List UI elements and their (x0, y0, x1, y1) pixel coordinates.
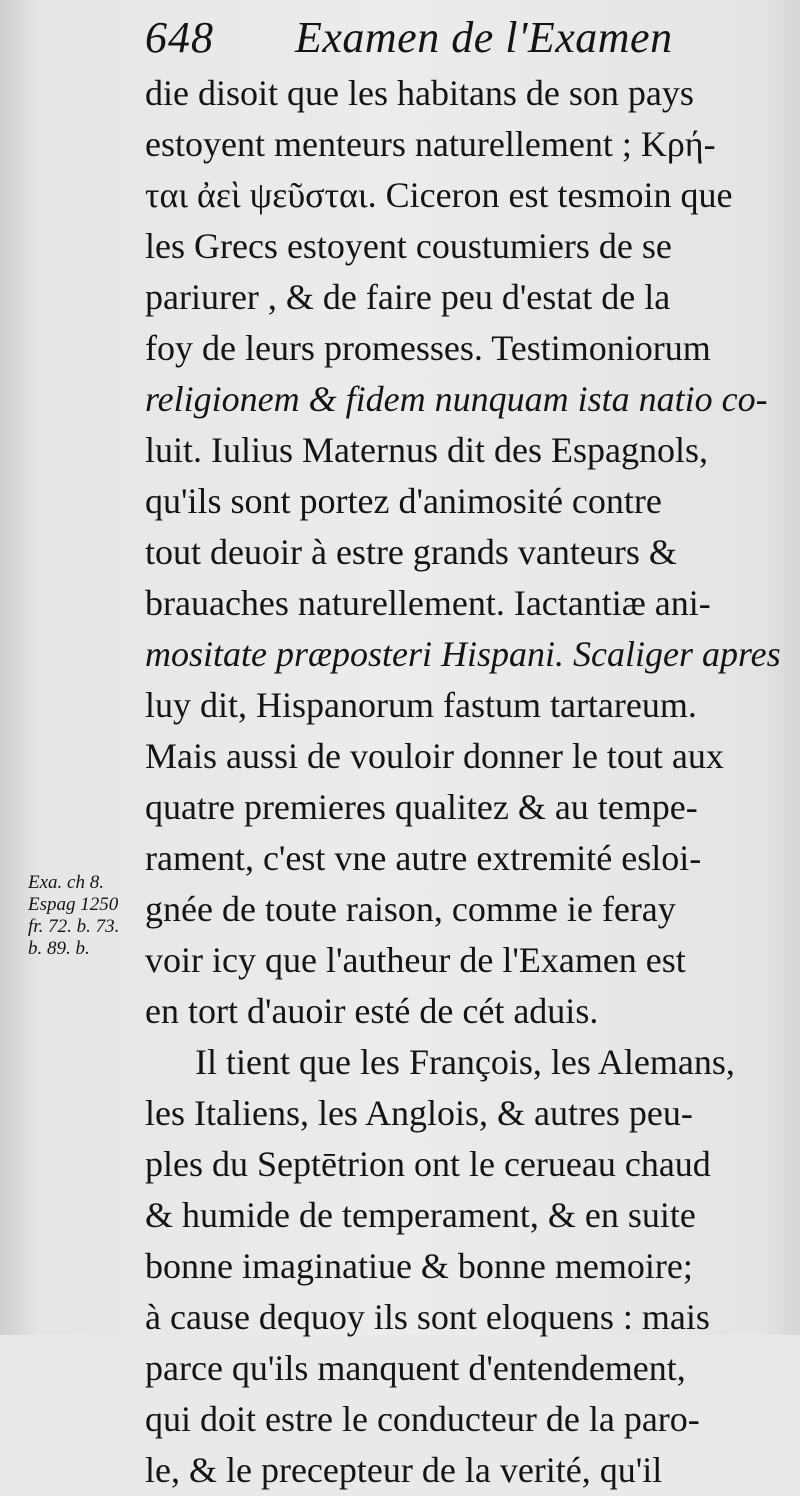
text-line: quatre premieres qualitez & au tempe- (145, 787, 698, 827)
text-line: brauaches naturellement. Iactantiæ ani- (145, 583, 711, 623)
text-line: bonne imaginatiue & bonne memoire; (145, 1246, 693, 1286)
text-line: le, & le precepteur de la verité, qu'il (145, 1450, 663, 1490)
marginal-note-line: Espag 1250 (28, 894, 119, 915)
text-line: mositate præposteri Hispani. Scaliger apres (145, 634, 781, 674)
text-line: ται ἀεὶ ψεῦσται. Ciceron est tesmoin que (145, 175, 733, 215)
text-line: & humide de temperament, & en suite (145, 1195, 696, 1235)
text-line: luy dit, Hispanorum fastum tartareum. (145, 685, 697, 725)
text-line: voir icy que l'autheur de l'Examen est (145, 940, 686, 980)
marginal-note-line: b. 89. b. (28, 938, 90, 959)
page-number: 648 (145, 13, 214, 62)
text-line: die disoit que les habitans de son pays (145, 73, 694, 113)
text-line: gnée de toute raison, comme ie feray (145, 889, 676, 929)
text-line: les Grecs estoyent coustumiers de se (145, 226, 672, 266)
text-line: religionem & fidem nunquam ista natio co- (145, 379, 768, 419)
page-header (145, 12, 745, 72)
text-line: rament, c'est vne autre extremité esloi- (145, 838, 702, 878)
text-line: ples du Septētrion ont le cerueau chaud (145, 1144, 711, 1184)
text-line: en tort d'auoir esté de cét aduis. (145, 991, 599, 1031)
text-line: luit. Iulius Maternus dit des Espagnols, (145, 430, 708, 470)
text-line: tout deuoir à estre grands vanteurs & (145, 532, 677, 572)
text-line: Mais aussi de vouloir donner le tout aux (145, 736, 724, 776)
text-line: parce qu'ils manquent d'entendement, (145, 1348, 686, 1388)
marginal-note-line: fr. 72. b. 73. (28, 916, 120, 937)
marginal-note (28, 872, 153, 960)
text-line: estoyent menteurs naturellement ; Κρή- (145, 124, 716, 164)
text-line: à cause dequoy ils sont eloquens : mais (145, 1297, 710, 1337)
text-line: qui doit estre le conducteur de la paro- (145, 1399, 700, 1439)
body-text (145, 68, 781, 1496)
text-line: pariurer , & de faire peu d'estat de la (145, 277, 671, 317)
text-line: qu'ils sont portez d'animosité contre (145, 481, 662, 521)
text-line: Il tient que les François, les Alemans, (195, 1042, 735, 1082)
running-head: Examen de l'Examen (295, 13, 673, 62)
text-line: les Italiens, les Anglois, & autres peu- (145, 1093, 693, 1133)
text-line: foy de leurs promesses. Testimoniorum (145, 328, 711, 368)
marginal-note-line: Exa. ch 8. (28, 872, 104, 893)
